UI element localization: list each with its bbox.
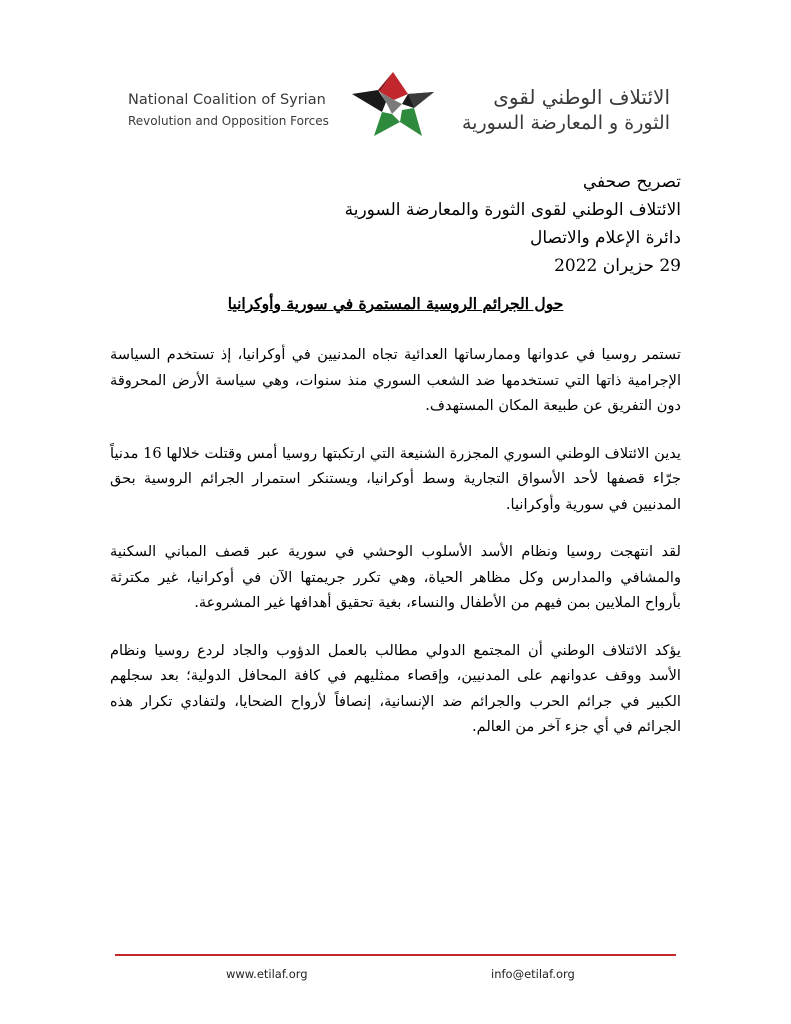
paragraph-3: لقد انتهجت روسيا ونظام الأسد الأسلوب الوحشي في سورية عبر قصف المباني السكنية والمشافي والمدارس وكل مظاهر الحياة، وهي تكرر جريمتها الآن في أوكرانيا، غير مكترثة بأرواح الملايين بمن فيهم من الأطفال والنساء، بغية تحقيق أهدافها غير المشروعة. (110, 543, 681, 611)
org-name-ar-line1: الائتلاف الوطني لقوى (493, 85, 670, 109)
paragraph-2: يدين الائتلاف الوطني السوري المجزرة الشنيعة التي ارتكبتها روسيا أمس وقتلت خلالها 16 مدنياً جرّاء قصفها لأحد الأسواق التجارية وسط أوكرانيا، ويستنكر استمرار الجرائم الروسية بحق المدنيين في سورية وأوكرانيا. (110, 444, 681, 513)
coalition-star-logo-icon (350, 70, 436, 140)
statement-meta (181, 168, 681, 280)
department: دائرة الإعلام والاتصال (530, 228, 681, 248)
org-name-ar-line2: الثورة و المعارضة السورية (461, 112, 670, 134)
doc-type: تصريح صحفي (582, 172, 681, 192)
date: 29 حزيران 2022 (554, 256, 681, 276)
statement-body (110, 342, 681, 762)
org-name-en-line1: National Coalition of Syrian (128, 92, 326, 108)
footer-website-link[interactable]: www.etilaf.org (226, 967, 308, 981)
footer-divider (115, 954, 676, 956)
org-name-english (128, 90, 358, 132)
paragraph-4: يؤكد الائتلاف الوطني أن المجتمع الدولي مطالب بالعمل الدؤوب والجاد لردع روسيا ونظام الأسد ووقف عدوانهم على المدنيين، وإقصاء ممثليهم في كافة المحافل الدولية؛ بعد سجلهم الكبير في جرائم الحرب والجرائم ضد الإنسانية، إنصافاً لأرواح الضحايا، ولتفادي تكرار هذه الجرائم في أي جزء آخر من العالم. (110, 641, 681, 735)
footer-email-link[interactable]: info@etilaf.org (491, 967, 575, 981)
org-name-en-line2: Revolution and Opposition Forces (128, 114, 329, 128)
statement-title: حول الجرائم الروسية المستمرة في سورية وأوكرانيا (227, 294, 564, 313)
paragraph-1: تستمر روسيا في عدوانها وممارساتها العدائية تجاه المدنيين في أوكرانيا، إذ تستخدم السياسة الإجرامية ذاتها التي تستخدمها ضد الشعب السوري منذ سنوات، وهي سياسة الأرض المحروقة دون التفريق عن طبيعة المكان المستهدف. (110, 346, 681, 414)
org-name-arabic (440, 84, 670, 136)
issuer: الائتلاف الوطني لقوى الثورة والمعارضة السورية (344, 200, 681, 220)
